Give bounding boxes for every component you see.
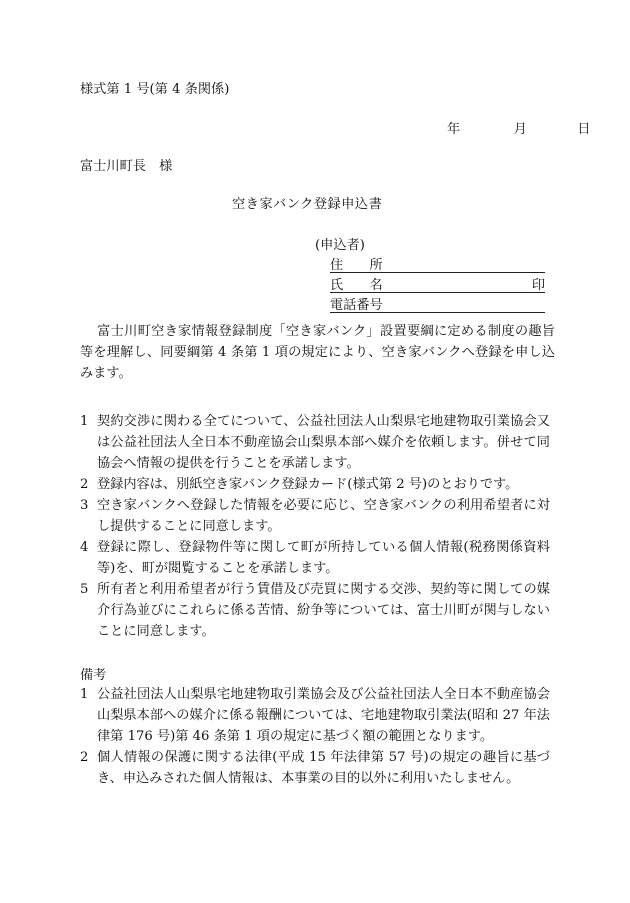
note-text: 公益社団法人山梨県宅地建物取引業協会及び公益社団法人全日本不動産協会山梨県本部への媒介に係る報酬については、宅地建物取引業法(昭和 27 年法律第 176 号)第 46 条第 1 項の規定に基づく額の範囲となります。 (97, 687, 550, 744)
item-number: 4 (80, 540, 89, 555)
item-number: 3 (80, 498, 89, 513)
name-label: 氏 名 (330, 278, 383, 293)
item-text: 空き家バンクへ登録した情報を必要に応じ、空き家バンクの利用希望者に対し提供することに同意します。 (97, 498, 550, 534)
notes-list (80, 684, 550, 789)
date-line (447, 118, 590, 137)
note-number: 1 (80, 687, 89, 702)
applicant-label: (申込者) (315, 238, 365, 253)
date-day-label: 日 (577, 122, 591, 137)
item-number: 2 (80, 477, 89, 492)
name-field[interactable] (330, 274, 545, 293)
phone-label: 電話番号 (330, 298, 383, 313)
form-number: 様式第 1 号(第 4 条関係) (80, 82, 230, 97)
intro-paragraph: 富士川町空き家情報登録制度「空き家バンク」設置要綱に定める制度の趣旨等を理解し、同要綱第 4 条第 1 項の規定により、空き家バンクへ登録を申し込みます。 (80, 324, 556, 381)
note-text: 個人情報の保護に関する法律(平成 15 年法律第 57 号)の規定の趣旨に基づき、申込みされた個人情報は、本事業の目的以外に利用いたしません。 (97, 750, 550, 786)
notes-title: 備考 (80, 668, 107, 683)
consent-item (80, 474, 550, 495)
date-year-label: 年 (447, 122, 461, 137)
consent-item (80, 495, 550, 537)
item-text: 登録内容は、別紙空き家バンク登録カード(様式第 2 号)のとおりです。 (97, 477, 519, 492)
item-text: 所有者と利用希望者が行う賃借及び売買に関する交渉、契約等に関しての媒介行為並びにこれらに係る苦情、紛争等については、富士川町が関与しないことに同意します。 (97, 582, 550, 639)
note-number: 2 (80, 750, 89, 765)
date-month-label: 月 (513, 122, 527, 137)
consent-item (80, 537, 550, 579)
seal-label: 印 (531, 278, 545, 293)
note-item (80, 684, 550, 747)
address-label: 住 所 (330, 258, 383, 273)
addressee: 富士川町長 様 (80, 159, 173, 174)
phone-field[interactable] (330, 294, 545, 313)
address-field[interactable] (330, 254, 545, 273)
consent-item (80, 411, 550, 474)
item-number: 1 (80, 414, 89, 429)
note-item (80, 747, 550, 789)
item-text: 契約交渉に関わる全てについて、公益社団法人山梨県宅地建物取引業協会又は公益社団法人全日本不動産協会山梨県本部へ媒介を依頼します。併せて同協会へ情報の提供を行うことを承諾します。 (97, 414, 550, 471)
document-title: 空き家バンク登録申込書 (232, 197, 383, 212)
consent-items (80, 411, 550, 642)
item-number: 5 (80, 582, 89, 597)
consent-item (80, 579, 550, 642)
item-text: 登録に際し、登録物件等に関して町が所持している個人情報(税務関係資料等)を、町が閲覧することを承諾します。 (97, 540, 550, 576)
